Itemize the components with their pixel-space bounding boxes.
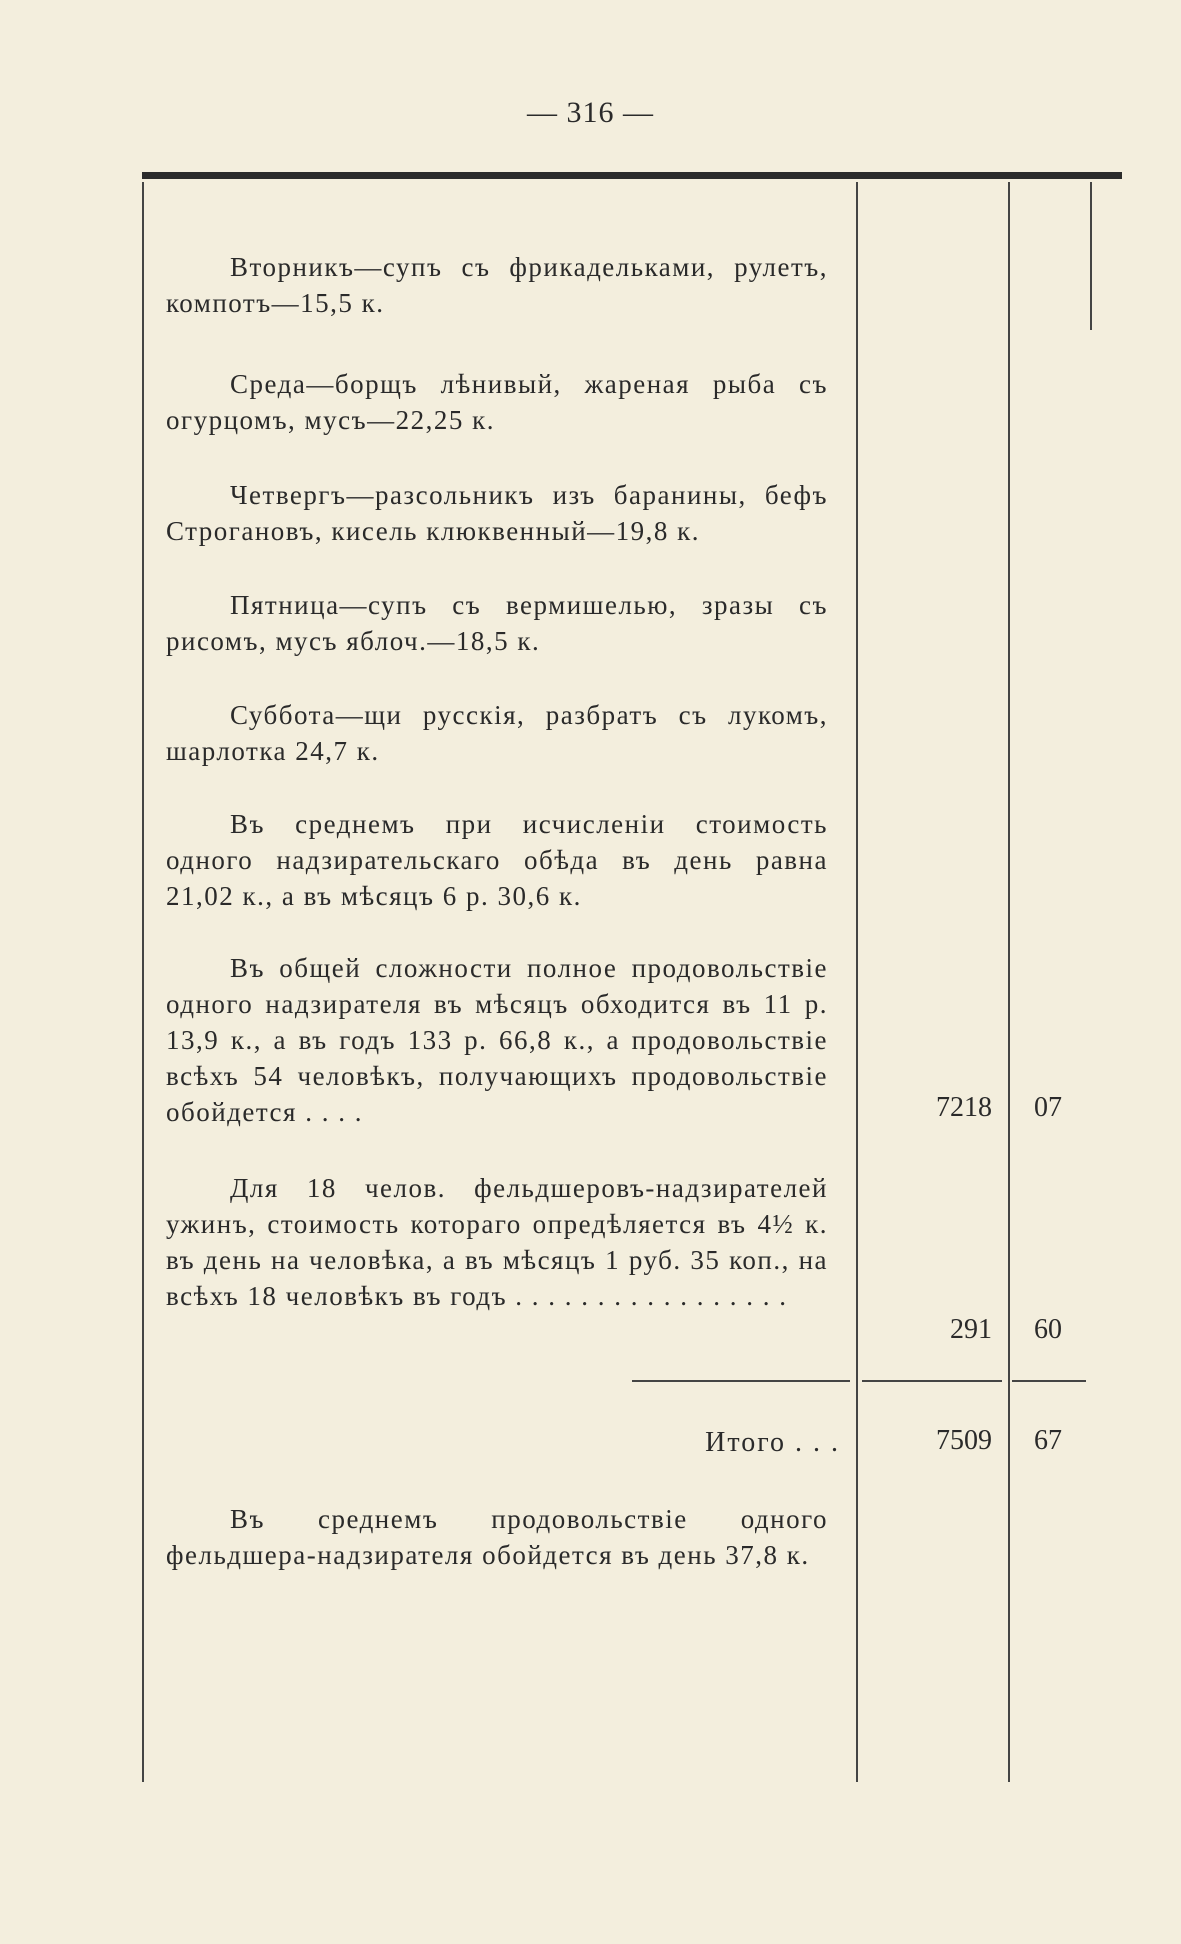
menu-friday: Пятница—супъ съ вермишелью, зразы съ рисомъ, мусъ яблоч.—18,5 к.	[166, 590, 828, 656]
menu-tuesday: Вторникъ—супъ съ фрикадельками, рулетъ, компотъ—15,5 к.	[166, 252, 828, 318]
page-number: — 316 —	[527, 96, 654, 129]
sum-rule-rubles	[862, 1380, 1002, 1382]
amount-2-kopecks: 60	[1034, 1314, 1062, 1345]
total-rubles: 7509	[936, 1425, 992, 1456]
final-average-note: Въ среднемъ продовольствіе одного фельдшера-надзирателя обойдется въ день 37,8 к.	[166, 1504, 828, 1570]
text-column-divider	[856, 182, 858, 1782]
sum-rule-text	[632, 1380, 850, 1382]
menu-wednesday: Среда—борщъ лѣнивый, жареная рыба съ огурцомъ, мусъ—22,25 к.	[166, 369, 828, 435]
menu-saturday: Суббота—щи русскія, разбратъ съ лукомъ, шарлотка 24,7 к.	[166, 700, 828, 766]
menu-thursday: Четвергъ—разсольникъ изъ баранины, бефъ Строгановъ, кисель клюквенный—19,8 к.	[166, 480, 828, 546]
top-rule	[142, 172, 1122, 179]
left-border-line	[142, 182, 144, 1782]
total-kopecks: 67	[1034, 1425, 1062, 1456]
total-label: Итого . . .	[705, 1427, 840, 1458]
amount-2-rubles: 291	[950, 1314, 992, 1345]
sum-rule-kopecks	[1012, 1380, 1086, 1382]
supper-note: Для 18 челов. фельдшеровъ-надзирателей ужинъ, стоимость котораго опредѣляется въ 4½ к. въ день на человѣка, а въ мѣсяцъ 1 руб. 35 коп., на всѣхъ 18 человѣкъ въ годъ . . . . . . . . . . . . . . . . .	[166, 1173, 828, 1311]
amount-1-rubles: 7218	[936, 1092, 992, 1123]
right-border-line	[1090, 182, 1092, 330]
average-dinner-cost: Въ среднемъ при исчисленіи стоимость одного надзирательскаго обѣда въ день равна 21,02 к., а въ мѣсяцъ 6 р. 30,6 к.	[166, 809, 828, 911]
amount-1-kopecks: 07	[1034, 1092, 1062, 1123]
full-provision-note: Въ общей сложности полное продовольствіе одного надзирателя въ мѣсяцъ обходится въ 11 р. 13,9 к., а въ годъ 133 р. 66,8 к., а продовольствіе всѣхъ 54 человѣкъ, получающихъ продовольствіе обойдется . . . .	[166, 953, 828, 1127]
rubles-column-divider	[1008, 182, 1010, 1782]
